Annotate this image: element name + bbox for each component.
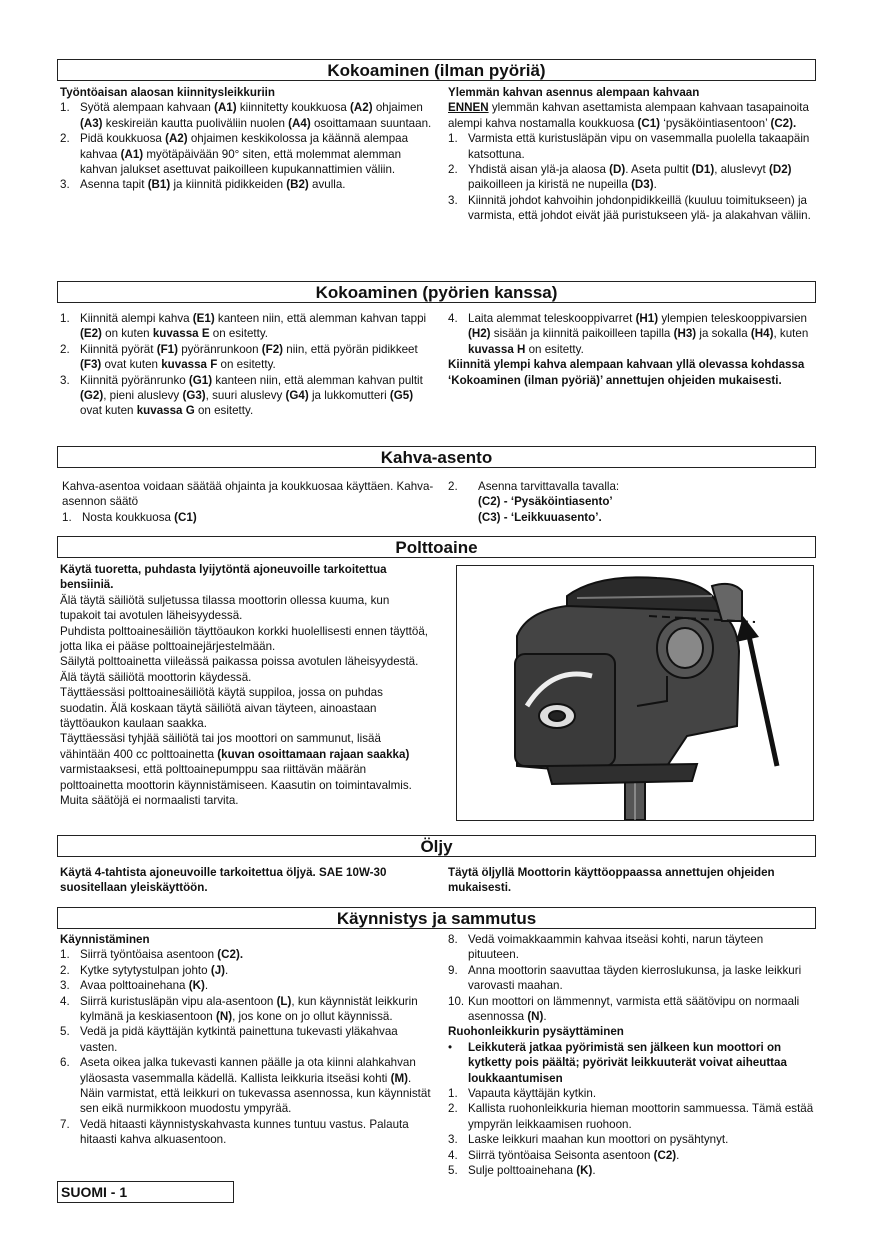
bold-intro: Käytä tuoretta, puhdasta lyijytöntä ajoneuvoille tarkoitettua bensiiniä. xyxy=(60,563,387,592)
list-text xyxy=(80,132,408,176)
reference-code: (K) xyxy=(188,979,205,993)
list-text xyxy=(468,1102,813,1130)
reference-code: (H2) xyxy=(468,327,491,341)
text-part: on esitetty. xyxy=(194,404,254,418)
text-part: , kun käynnistät leikkurin kylmänä ja keskiasentoon xyxy=(80,994,418,1024)
list-item xyxy=(448,131,816,162)
text-part: Siirrä työntöaisa asentoon xyxy=(80,948,218,962)
text-part: Kun moottori on lämmennyt, varmista että säätövipu on normaali asennossa xyxy=(468,994,800,1024)
list-item xyxy=(448,1101,816,1132)
list-number: 4. xyxy=(60,994,70,1008)
reference-code: kuvassa E xyxy=(152,327,210,341)
list-text xyxy=(468,1087,596,1100)
list-number: 2. xyxy=(448,163,458,177)
emphasis-before: ENNEN xyxy=(448,101,489,115)
instruction-list xyxy=(60,311,435,419)
list-item xyxy=(448,963,816,994)
text-part: ja lukkomutteri xyxy=(308,389,390,403)
list-item xyxy=(448,1086,816,1101)
list-item xyxy=(60,978,435,993)
text-part: kanteen niin, että alemman kahvan tappi xyxy=(214,312,427,325)
text-part: ovat kuten xyxy=(101,358,162,372)
text-part: . xyxy=(543,1010,547,1024)
list-item xyxy=(448,311,816,357)
body-text: Kahva-asentoa voidaan säätää ohjainta ja koukkuosaa käyttäen. Kahva-asennon säätö xyxy=(62,480,434,509)
reference-code: (A3) xyxy=(80,116,103,130)
text-part: ja sokalla xyxy=(696,327,751,341)
reference-code: (F2) xyxy=(261,342,284,356)
intro-text xyxy=(448,100,816,131)
instruction-list xyxy=(60,100,435,192)
reference-code: (A2) xyxy=(350,101,373,115)
section-oil xyxy=(57,857,816,907)
reference-code: (C1) xyxy=(174,510,197,524)
left-column xyxy=(62,479,437,525)
list-number: 2. xyxy=(60,132,70,146)
section-title-assembly-no-wheels: Kokoaminen (ilman pyöriä) xyxy=(57,59,816,81)
list-number: 1. xyxy=(60,101,70,115)
text-part: , kuten xyxy=(773,327,809,341)
text-part: Yhdistä aisan ylä-ja alaosa xyxy=(468,163,610,177)
section-fuel xyxy=(57,558,816,835)
list-number: 4. xyxy=(448,1148,458,1162)
reference-code: (C2). xyxy=(770,116,797,130)
list-text xyxy=(468,163,792,191)
list-number: 2. xyxy=(448,480,458,493)
reference-code: (C2) xyxy=(653,1148,677,1162)
list-number: 3. xyxy=(60,979,70,993)
list-item xyxy=(448,932,816,963)
list-item xyxy=(60,373,435,419)
text-part: . xyxy=(676,1148,680,1162)
section-handle-position xyxy=(57,468,816,536)
list-item xyxy=(60,177,435,192)
list-number: 10. xyxy=(448,994,465,1008)
engine-illustration xyxy=(456,565,814,821)
text-part: Kytke sytytystulpan johto xyxy=(80,963,211,977)
text-part: Anna moottorin saavuttaa täyden kierroslukunsa, ja laske leikkuri varovasti maahan. xyxy=(468,963,802,993)
list-item xyxy=(60,994,435,1025)
text-part: niin, että pyörän pidikkeet xyxy=(283,342,418,356)
list-number: 2. xyxy=(448,1102,458,1116)
text-part: avulla. xyxy=(308,178,346,192)
reference-code: (E2) xyxy=(80,327,102,341)
text-part: on esitetty. xyxy=(525,342,584,356)
list-text xyxy=(468,312,808,356)
right-column xyxy=(448,311,816,388)
left-column xyxy=(60,865,435,896)
text-part: Laske leikkuri maahan kun moottori on pysähtynyt. xyxy=(468,1133,729,1147)
list-item xyxy=(448,162,816,193)
instruction-list xyxy=(62,510,437,525)
text-part: Pidä koukkuosa xyxy=(80,132,166,146)
text-part: ohjaimen keskikolossa ja käännä alempaa kahvaa xyxy=(80,132,409,161)
reference-code: (G3) xyxy=(182,389,206,403)
section-assembly-wheels xyxy=(57,303,816,446)
position-line: (C3) - ‘Leikkuuasento’. xyxy=(478,510,602,524)
text-part: Varmista että kuristusläpän vipu on vasemmalla puolella takaapäin katsottuna. xyxy=(468,132,810,161)
paragraph: Säilytä polttoainetta viileässä paikassa poissa avotulen läheisyydestä. Älä täytä säiliötä moottorin käydessä. xyxy=(60,655,419,684)
text-part: , pieni aluslevy xyxy=(103,389,183,403)
instruction-list xyxy=(448,311,816,357)
list-item xyxy=(448,1148,816,1163)
text-part: Aseta oikea jalka tukevasti kannen päälle ja ota kiinni alahkahvan yläosasta vasemmalla kädellä. Kallista leikkuria itseäsi kohti xyxy=(80,1056,416,1085)
instruction-list xyxy=(448,932,816,1024)
list-item xyxy=(60,342,435,373)
text-part: . xyxy=(225,963,229,977)
text-part: Kiinnitä pyöränrunko xyxy=(80,373,189,387)
left-column xyxy=(60,85,435,193)
text-part: ja kiinnitä pidikkeiden xyxy=(170,178,287,192)
list-item xyxy=(60,311,435,342)
reference-code: (K) xyxy=(576,1164,593,1178)
list-number: 1. xyxy=(448,132,458,146)
reference-code: (D1) xyxy=(691,163,715,177)
list-number: 6. xyxy=(60,1056,70,1070)
section-title-oil: Öljy xyxy=(57,835,816,857)
text-part: ovat kuten xyxy=(80,404,137,418)
list-item xyxy=(60,963,435,978)
text-part: on kuten xyxy=(101,327,153,341)
left-column xyxy=(60,932,435,1148)
list-text xyxy=(80,1056,431,1115)
reference-code: (G1) xyxy=(188,373,213,387)
right-column xyxy=(448,932,816,1179)
reference-code: kuvassa F xyxy=(161,358,218,372)
text-part: on esitetty. xyxy=(217,358,276,372)
reference-code: (A4) xyxy=(288,116,311,130)
list-text xyxy=(80,995,418,1023)
list-text: Asenna tarvittavalla tavalla: xyxy=(478,480,620,493)
text-part: on esitetty. xyxy=(209,327,268,341)
list-number: 7. xyxy=(60,1117,70,1131)
section-title-assembly-wheels: Kokoaminen (pyörien kanssa) xyxy=(57,281,816,303)
list-number: 1. xyxy=(62,510,72,524)
list-item xyxy=(448,479,816,525)
text-part: kanteen niin, että alemman kahvan pultit xyxy=(212,373,423,387)
text-part: ylempien teleskooppivarsien xyxy=(658,312,807,325)
reference-code: (L) xyxy=(276,994,292,1008)
list-item xyxy=(60,947,435,962)
instruction-list xyxy=(448,1086,816,1178)
text-part: kiinnitetty koukkuosa xyxy=(236,101,351,115)
text-emphasis: (kuvan osoittamaan rajaan saakka) xyxy=(217,747,410,761)
bold-note: Kiinnitä ylempi kahva alempaan kahvaan yllä olevassa kohdassa ‘Kokoaminen (ilman pyöriä)’ annettujen ohjeiden mukaisesti. xyxy=(448,358,805,387)
reference-code: (B2) xyxy=(286,178,309,192)
list-number: 4. xyxy=(448,312,458,325)
paragraph: Älä täytä säiliötä suljetussa tilassa moottorin ollessa kuuma, kun tupakoit tai avotulen läheisyydessä. xyxy=(60,593,390,623)
list-number: 2. xyxy=(60,342,70,356)
intro-rich xyxy=(448,101,809,129)
list-number: 9. xyxy=(448,963,458,977)
text-part: Sulje polttoainehana xyxy=(468,1164,577,1178)
paragraph xyxy=(60,731,430,808)
reference-code: (A1) xyxy=(120,147,144,161)
reference-code: (D) xyxy=(609,163,626,177)
list-item xyxy=(448,1132,816,1147)
list-text xyxy=(80,343,418,371)
list-text xyxy=(468,132,809,160)
warning-bullet xyxy=(448,1040,816,1086)
list-text xyxy=(80,178,346,191)
list-text xyxy=(468,933,763,961)
text-part: Asenna tapit xyxy=(80,178,148,192)
reference-code: (C1) xyxy=(637,116,661,130)
list-item xyxy=(60,1024,435,1055)
reference-code: kuvassa G xyxy=(136,404,195,418)
warning-text: Leikkuterä jatkaa pyörimistä sen jälkeen kun moottori on kytketty pois päältä; pyörivät leikkuuterät voivat aiheuttaa loukkaantumisen xyxy=(468,1040,787,1085)
reference-code: (F3) xyxy=(80,358,102,372)
text-part: Kiinnitä johdot kahvoihin johdonpidikkeillä (kuuluu toimitukseen) ja varmista, että johdot eivät jää puristukseen ylä- ja alakahvan väliin. xyxy=(468,193,811,223)
subheading: Ylemmän kahvan asennus alempaan kahvaan xyxy=(448,86,700,99)
text-part: Vedä ja pidä käyttäjän kytkintä painettuna tukevasti yläkahvaa vasten. xyxy=(80,1025,398,1054)
text-part: sisään ja kiinnitä paikoilleen tapilla xyxy=(490,327,674,341)
text-part: , suuri aluslevy xyxy=(205,389,286,403)
list-text xyxy=(80,101,431,129)
list-text xyxy=(468,964,801,992)
text-part: . xyxy=(204,979,209,993)
text-part: . Aseta pultit xyxy=(625,163,692,177)
reference-code: (G5) xyxy=(389,389,414,403)
list-text xyxy=(80,979,208,992)
section-title-start-stop: Käynnistys ja sammutus xyxy=(57,907,816,929)
list-item xyxy=(60,1055,435,1117)
list-number: 5. xyxy=(60,1025,70,1039)
text-part: Siirrä työntöaisa Seisonta asentoon xyxy=(468,1148,654,1162)
text-part: Vapauta käyttäjän kytkin. xyxy=(468,1087,597,1101)
text-part: Kallista ruohonleikkuria hieman moottorin sammuessa. Tämä estää ympyrän leikkaamisen ruohoon. xyxy=(468,1102,814,1131)
text-part: . Näin varmistat, että leikkuri on tukevassa asennossa, kun käynnistät sen eikä nurmikkoon muodostu ympyrää. xyxy=(80,1071,431,1116)
reference-code: (G2) xyxy=(80,389,104,403)
text-part: ‘pysäköintiasentoon’ xyxy=(660,116,771,130)
list-number: 1. xyxy=(60,312,70,325)
reference-code: (J) xyxy=(210,963,225,977)
text-part: Kiinnitä alempi kahva xyxy=(80,312,193,325)
reference-code: (E1) xyxy=(192,312,215,325)
list-text xyxy=(468,1133,728,1146)
list-text xyxy=(468,1164,596,1177)
reference-code: (D2) xyxy=(768,163,792,177)
text-part: pyöränrunkoon xyxy=(177,342,262,356)
section-title-fuel: Polttoaine xyxy=(57,536,816,558)
list-text xyxy=(80,374,423,418)
text-part: Kiinnitä pyörät xyxy=(80,342,157,356)
bullet-icon: • xyxy=(448,1040,453,1054)
text-part: varmistaaksesi, että polttoainepumppu saa riittävän määrän polttoainetta moottorin käynnistämiseen. Kaasutin on toimintavalmis. Muita säätöjä ei normaalisti tarvita. xyxy=(60,763,412,808)
instruction-list xyxy=(60,947,435,1147)
list-item xyxy=(62,510,437,525)
reference-code: (B1) xyxy=(147,178,171,192)
list-number: 3. xyxy=(448,1133,458,1147)
list-item xyxy=(448,193,816,224)
list-item xyxy=(60,1117,435,1148)
list-text xyxy=(82,511,197,524)
text-part: ohjaimen xyxy=(372,101,423,115)
reference-code: (F1) xyxy=(156,342,178,356)
list-number: 1. xyxy=(448,1087,458,1101)
section-start-stop xyxy=(57,929,816,1189)
left-column xyxy=(60,311,435,419)
list-number: 1. xyxy=(60,948,70,962)
text-part: . xyxy=(653,178,657,192)
list-number: 3. xyxy=(60,373,70,387)
text-part: , jos kone on jo ollut käynnissä. xyxy=(232,1010,393,1024)
reference-code: (H1) xyxy=(635,312,659,325)
text-part: osoittamaan suuntaan. xyxy=(310,116,432,130)
text-part: myötäpäivään 90° siten, että molemmat alemman kahvan jalukset asettuvat paikoilleen kupukannattimien väliin. xyxy=(80,147,402,177)
list-text xyxy=(80,1118,409,1146)
list-text xyxy=(80,948,243,961)
list-number: 2. xyxy=(60,963,70,977)
reference-code: kuvassa H xyxy=(468,342,526,356)
oil-note: Käytä 4-tahtista ajoneuvoille tarkoitettua öljyä. SAE 10W-30 suositellaan yleiskäyttöön. xyxy=(60,866,387,895)
list-number: 3. xyxy=(60,178,70,192)
right-column xyxy=(448,85,816,224)
position-line: (C2) - ‘Pysäköintiasento’ xyxy=(478,495,613,509)
manual-page xyxy=(57,59,816,1189)
list-text xyxy=(468,1149,679,1162)
paragraph: Puhdista polttoainesäiliön täyttöaukon korkki huolellisesti ennen täyttöä, jotta lika ei pääse polttoainejärjestelmään. xyxy=(60,624,429,654)
text-part: Nosta koukkuosa xyxy=(82,510,175,524)
reference-code: (D3) xyxy=(631,178,654,192)
text-part: ylemmän kahvan asettamista alempaan kahvaan tasapainoita alempi kahva nostamalla koukkuosa xyxy=(448,101,809,130)
engine-drawing xyxy=(457,566,813,820)
list-item xyxy=(60,131,435,177)
text-part: , aluslevyt xyxy=(714,163,769,177)
reference-code: (A1) xyxy=(214,101,237,115)
reference-code: (H4) xyxy=(750,327,774,341)
text-part: Täyttäessäsi tyhjää säiliötä tai jos moottori on sammunut, lisää vähintään 400 cc polttoainetta xyxy=(60,732,381,761)
left-column xyxy=(60,562,430,809)
list-text xyxy=(80,312,426,340)
text-part: Vedä voimakkaammin kahvaa itseäsi kohti, narun täyteen pituuteen. xyxy=(468,933,764,962)
list-item xyxy=(60,100,435,131)
paragraph: Täyttäessäsi polttoainesäiliötä käytä suppiloa, jossa on puhdas suodatin. Älä koskaan täytä säiliötä aivan täyteen, ainoastaan täyttöaukon kaulaan saakka. xyxy=(60,686,383,731)
text-part: Laita alemmat teleskooppivarret xyxy=(468,312,636,325)
subheading: Työntöaisan alaosan kiinnitysleikkuriin xyxy=(60,86,275,99)
reference-code: (N) xyxy=(215,1010,233,1024)
list-text xyxy=(468,995,799,1023)
reference-code: (H3) xyxy=(673,327,697,341)
reference-code: (A2) xyxy=(165,132,188,146)
text-part: Siirrä kuristusläpän vipu ala-asentoon xyxy=(80,994,277,1008)
instruction-list xyxy=(448,131,816,223)
right-column xyxy=(448,479,816,525)
oil-note: Täytä öljyllä Moottorin käyttöoppaassa annettujen ohjeiden mukaisesti. xyxy=(448,866,775,895)
list-number: 3. xyxy=(448,193,458,207)
reference-code: (N) xyxy=(527,1010,544,1024)
list-item xyxy=(448,1163,816,1178)
text-part: Vedä hitaasti käynnistyskahvasta kunnes tuntuu vastus. Palauta hitaasti kahva alkuasentoon. xyxy=(80,1117,409,1147)
reference-code: (G4) xyxy=(285,389,309,403)
page-footer: SUOMI - 1 xyxy=(57,1181,234,1203)
text-part: paikoilleen ja kiristä ne nupeilla xyxy=(468,178,632,192)
subheading: Ruohonleikkurin pysäyttäminen xyxy=(448,1025,624,1039)
reference-code: (C2). xyxy=(217,948,244,962)
reference-code: (M) xyxy=(390,1071,408,1085)
subheading: Käynnistäminen xyxy=(60,933,150,946)
list-text xyxy=(80,964,228,977)
text-part: . xyxy=(592,1164,596,1178)
right-column xyxy=(448,865,816,896)
list-number: 8. xyxy=(448,933,458,946)
text-part: keskireiän kautta puoliväliin nuolen xyxy=(102,116,289,130)
text-part: Avaa polttoainehana xyxy=(80,979,189,993)
list-number: 5. xyxy=(448,1164,458,1178)
section-title-handle-position: Kahva-asento xyxy=(57,446,816,468)
list-item xyxy=(448,994,816,1025)
list-text xyxy=(468,194,811,222)
section-assembly-no-wheels xyxy=(57,81,816,281)
list-text xyxy=(80,1025,398,1053)
text-part: Syötä alempaan kahvaan xyxy=(80,101,215,115)
